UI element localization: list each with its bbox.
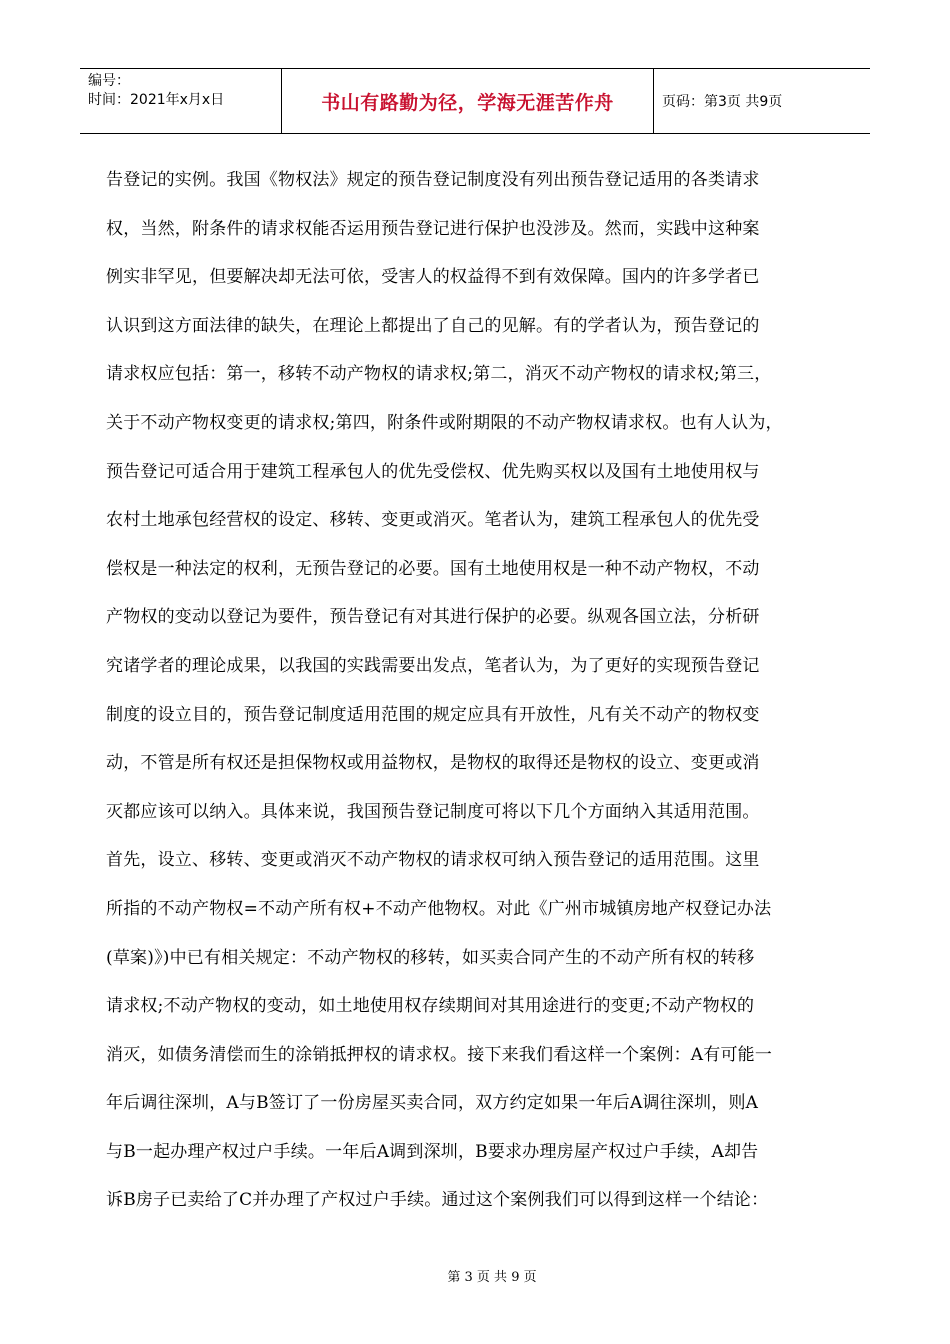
text-line: 年后调往深圳，A与B签订了一份房屋买卖合同，双方约定如果一年后A调往深圳，则A (106, 1093, 759, 1114)
text-line: 农村土地承包经营权的设定、移转、变更或消灭。笔者认为，建筑工程承包人的优先受 (106, 510, 760, 531)
header-motto: 书山有路勤为径，学海无涯苦作舟 (321, 91, 614, 114)
page-header (80, 68, 870, 134)
text-line: 消灭，如债务清偿而生的涂销抵押权的请求权。接下来我们看这样一个案例：A有可能一 (106, 1044, 773, 1065)
text-line: 究诸学者的理论成果，以我国的实践需要出发点，笔者认为，为了更好的实现预告登记 (106, 655, 760, 676)
text-line: 关于不动产物权变更的请求权;第四，附条件或附期限的不动产物权请求权。也有人认为， (106, 412, 783, 433)
document-number-label: 编号： (88, 73, 130, 89)
text-line: 认识到这方面法律的缺失，在理论上都提出了自己的见解。有的学者认为，预告登记的 (106, 315, 760, 336)
text-line: 诉B房子已卖给了C并办理了产权过户手续。通过这个案例我们可以得到这样一个结论： (106, 1190, 769, 1211)
text-line: 告登记的实例。我国《物权法》规定的预告登记制度没有列出预告登记适用的各类请求 (106, 170, 760, 190)
text-line: 灭都应该可以纳入。具体来说，我国预告登记制度可将以下几个方面纳入其适用范围。 (106, 801, 760, 822)
text-line: 所指的不动产物权=不动产所有权+不动产他物权。对此《广州市城镇房地产权登记办法 (106, 898, 772, 919)
text-line: 首先，设立、移转、变更或消灭不动产物权的请求权可纳入预告登记的适用范围。这里 (106, 850, 760, 871)
text-line: 请求权应包括：第一，移转不动产物权的请求权;第二，消灭不动产物权的请求权;第三， (106, 364, 772, 385)
header-motto-cell (282, 69, 654, 133)
page-footer: 第 3 页 共 9 页 (447, 1270, 537, 1285)
document-date-label: 时间：2021年x月x日 (88, 92, 225, 108)
text-line: 制度的设立目的，预告登记制度适用范围的规定应具有开放性，凡有关不动产的物权变 (106, 704, 760, 725)
text-line: 预告登记可适合用于建筑工程承包人的优先受偿权、优先购买权以及国有土地使用权与 (106, 461, 760, 482)
text-line: 与B一起办理产权过户手续。一年后A调到深圳，B要求办理房屋产权过户手续，A却告 (106, 1141, 759, 1162)
text-line: 权，当然，附条件的请求权能否运用预告登记进行保护也没涉及。然而，实践中这种案 (106, 218, 760, 239)
text-line: 产物权的变动以登记为要件，预告登记有对其进行保护的必要。纵观各国立法，分析研 (106, 607, 760, 628)
header-meta-cell (80, 69, 282, 133)
header-page-cell (654, 69, 870, 133)
text-line: (草案)》)中已有相关规定：不动产物权的移转，如买卖合同产生的不动产所有权的转移 (106, 947, 755, 968)
text-line: 动，不管是所有权还是担保物权或用益物权，是物权的取得还是物权的设立、变更或消 (106, 753, 760, 774)
text-line: 偿权是一种法定的权利，无预告登记的必要。国有土地使用权是一种不动产物权，不动 (106, 558, 760, 579)
text-line: 例实非罕见，但要解决却无法可依，受害人的权益得不到有效保障。国内的许多学者已 (106, 267, 760, 288)
header-page-info: 页码：第3页 共9页 (662, 94, 783, 110)
body-text (106, 156, 846, 1225)
text-line: 请求权;不动产物权的变动，如土地使用权存续期间对其用途进行的变更;不动产物权的 (106, 996, 755, 1017)
